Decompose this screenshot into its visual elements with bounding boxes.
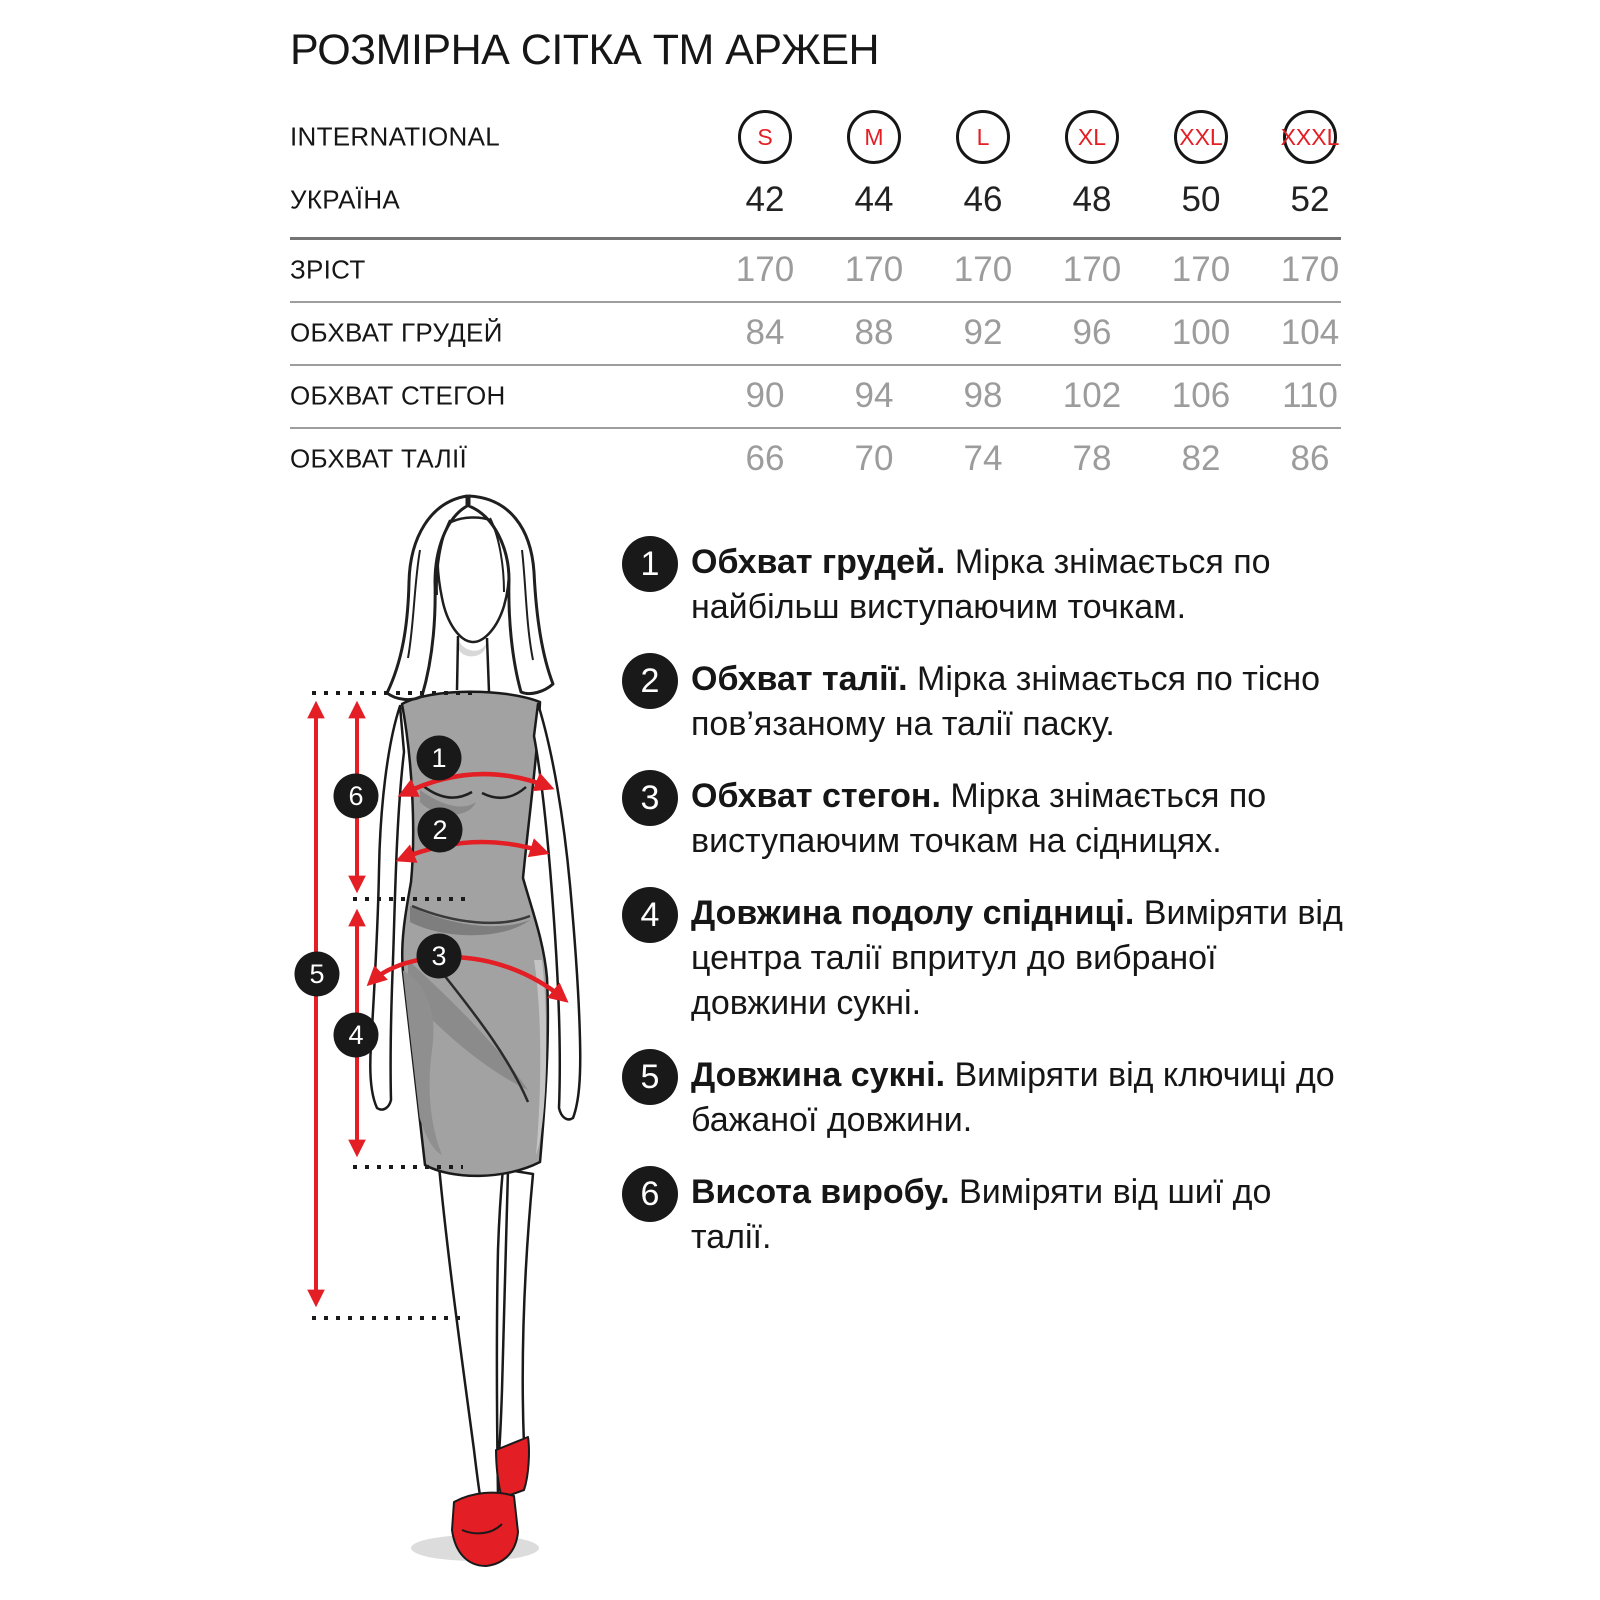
table-divider [290, 364, 1341, 366]
instruction-number-badge: 6 [622, 1166, 678, 1222]
table-cell: 98 [963, 376, 1003, 415]
row-label-height: ЗРІСТ [290, 254, 366, 285]
table-cell: 74 [963, 439, 1003, 478]
table-cell: 52 [1290, 180, 1330, 219]
table-row-waist [290, 437, 1342, 481]
instruction-text [691, 891, 1356, 1026]
table-divider [290, 237, 1341, 240]
table-cell: 48 [1072, 180, 1112, 219]
instruction-description: Мірка знімається по виступаючим точкам на сідницях. [691, 777, 1267, 860]
table-row-ukraine [290, 178, 1342, 222]
instruction-term: Обхват грудей. [691, 543, 946, 581]
table-cell: 70 [854, 439, 894, 478]
marker-label-1: 1 [431, 743, 447, 773]
table-row-height [290, 248, 1342, 292]
size-badge-m: M [847, 110, 901, 164]
marker-label-6: 6 [348, 781, 364, 811]
instruction-description: Виміряти від центра талії впритул до вибраної довжини сукні. [691, 894, 1343, 1022]
table-divider [290, 301, 1341, 303]
table-divider [290, 427, 1341, 429]
instruction-number-badge: 1 [622, 536, 678, 592]
instruction-item-1 [622, 540, 1367, 630]
table-cell: 96 [1072, 313, 1112, 352]
marker-label-5: 5 [309, 959, 325, 989]
instruction-term: Обхват стегон. [691, 777, 941, 815]
instruction-text [691, 540, 1356, 630]
row-label-ukraine: УКРАЇНА [290, 184, 401, 215]
instruction-description: Виміряти від ключиці до бажаної довжини. [691, 1056, 1335, 1139]
row-label-bust: ОБХВАТ ГРУДЕЙ [290, 317, 503, 348]
instruction-number-badge: 3 [622, 770, 678, 826]
marker-label-2: 2 [432, 815, 448, 845]
instruction-description: Мірка знімається по тісно пов’язаному на талії паску. [691, 660, 1321, 743]
instruction-term: Довжина подолу спідниці. [691, 894, 1135, 932]
table-row-hips [290, 374, 1342, 418]
instruction-number-badge: 4 [622, 887, 678, 943]
instruction-number-badge: 2 [622, 653, 678, 709]
size-badge-xxxl: XXXL [1283, 110, 1337, 164]
instruction-item-3 [622, 774, 1367, 864]
instruction-description: Мірка знімається по найбільш виступаючим точкам. [691, 543, 1271, 626]
table-cell: 46 [963, 180, 1003, 219]
instruction-text [691, 1053, 1356, 1143]
table-cell: 102 [1062, 376, 1122, 415]
table-cell: 170 [1280, 250, 1340, 289]
instruction-text [691, 1170, 1356, 1260]
instruction-text [691, 774, 1356, 864]
table-cell: 88 [854, 313, 894, 352]
marker-label-4: 4 [348, 1020, 364, 1050]
table-cell: 106 [1171, 376, 1231, 415]
table-cell: 170 [1171, 250, 1231, 289]
row-label-waist: ОБХВАТ ТАЛІЇ [290, 443, 467, 474]
table-cell: 170 [735, 250, 795, 289]
table-cell: 78 [1072, 439, 1112, 478]
table-cell: 104 [1280, 313, 1340, 352]
table-cell: 86 [1290, 439, 1330, 478]
table-cell: 90 [745, 376, 785, 415]
instruction-text [691, 657, 1356, 747]
instruction-description: Виміряти від шиї до талії. [691, 1173, 1272, 1256]
measurement-figure-illustration [290, 490, 640, 1590]
size-badge-s: S [738, 110, 792, 164]
marker-label-3: 3 [431, 941, 447, 971]
instruction-term: Висота виробу. [691, 1173, 950, 1211]
table-cell: 170 [953, 250, 1013, 289]
instruction-item-4 [622, 891, 1367, 1026]
page-title: РОЗМІРНА СІТКА ТМ АРЖЕН [290, 26, 880, 74]
table-cell: 50 [1181, 180, 1221, 219]
row-label-international: INTERNATIONAL [290, 121, 500, 152]
table-cell: 110 [1282, 376, 1338, 415]
table-cell: 44 [854, 180, 894, 219]
table-cell: 42 [745, 180, 785, 219]
table-cell: 170 [844, 250, 904, 289]
table-cell: 170 [1062, 250, 1122, 289]
measurement-instructions [622, 540, 1367, 1287]
table-cell: 92 [963, 313, 1003, 352]
table-row-bust [290, 311, 1342, 355]
table-cell: 100 [1171, 313, 1231, 352]
table-cell: 66 [745, 439, 785, 478]
size-badge-xl: XL [1065, 110, 1119, 164]
table-cell: 82 [1181, 439, 1221, 478]
row-label-hips: ОБХВАТ СТЕГОН [290, 380, 506, 411]
size-badge-l: L [956, 110, 1010, 164]
table-cell: 84 [745, 313, 785, 352]
size-badge-xxl: XXL [1174, 110, 1228, 164]
instruction-number-badge: 5 [622, 1049, 678, 1105]
instruction-item-6 [622, 1170, 1367, 1260]
instruction-term: Обхват талії. [691, 660, 908, 698]
table-cell: 94 [854, 376, 894, 415]
instruction-item-2 [622, 657, 1367, 747]
instruction-term: Довжина сукні. [691, 1056, 946, 1094]
instruction-item-5 [622, 1053, 1367, 1143]
